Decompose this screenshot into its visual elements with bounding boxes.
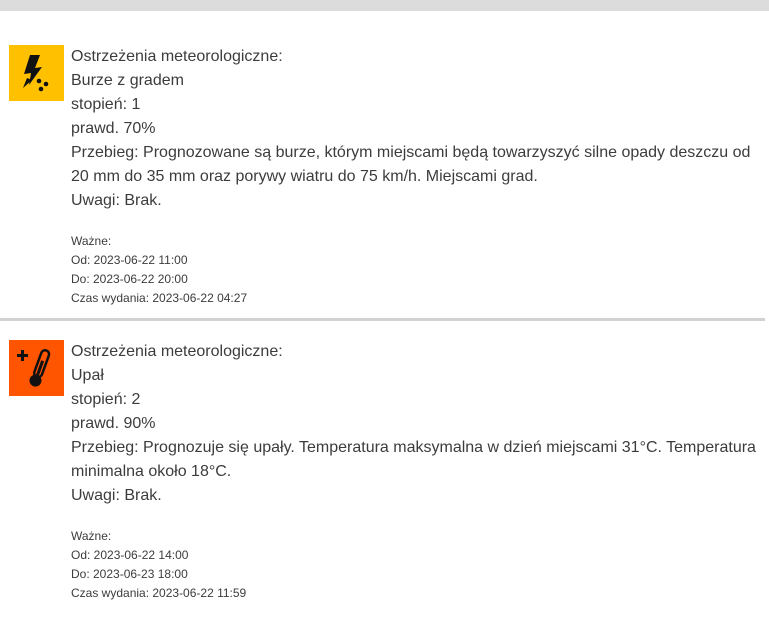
thunderstorm-hail-icon: [9, 45, 64, 101]
warning-remarks: Uwagi: Brak.: [71, 487, 162, 504]
valid-label: Ważne:: [71, 529, 112, 543]
valid-label: Ważne:: [71, 234, 112, 248]
warning-remarks: Uwagi: Brak.: [71, 192, 162, 209]
warning-description: Przebieg: Prognozuje się upały. Temperatura maksymalna w dzień miejscami 31°C. Temperatura minimalna około 18°C.: [71, 439, 756, 480]
valid-to: Do: 2023-06-23 18:00: [71, 567, 188, 581]
warning-probability: prawd. 90%: [71, 415, 156, 432]
valid-to: Do: 2023-06-22 20:00: [71, 272, 188, 286]
warning-content: [71, 340, 761, 603]
warning-type: Burze z gradem: [71, 72, 184, 89]
warning-level: stopień: 1: [71, 96, 141, 113]
issue-time: Czas wydania: 2023-06-22 11:59: [71, 586, 247, 600]
warning-header: Ostrzeżenia meteorologiczne:: [71, 343, 283, 360]
warning-validity: [71, 232, 761, 308]
top-bar: [0, 0, 769, 11]
valid-from: Od: 2023-06-22 14:00: [71, 548, 189, 562]
warning-description: Przebieg: Prognozowane są burze, którym miejscami będą towarzyszyć silne opady deszczu od 20 mm do 35 mm oraz porywy wiatru do 75 km/h. Miejscami grad.: [71, 144, 751, 185]
valid-from: Od: 2023-06-22 11:00: [71, 253, 188, 267]
warning-probability: prawd. 70%: [71, 120, 156, 137]
divider: [0, 318, 765, 321]
heat-thermometer-icon: [9, 340, 64, 396]
warning-validity: [71, 527, 761, 603]
warning-level: stopień: 2: [71, 391, 141, 408]
issue-time: Czas wydania: 2023-06-22 04:27: [71, 291, 248, 305]
warning-content: [71, 45, 761, 308]
warning-type: Upał: [71, 367, 104, 384]
warning-header: Ostrzeżenia meteorologiczne:: [71, 48, 283, 65]
